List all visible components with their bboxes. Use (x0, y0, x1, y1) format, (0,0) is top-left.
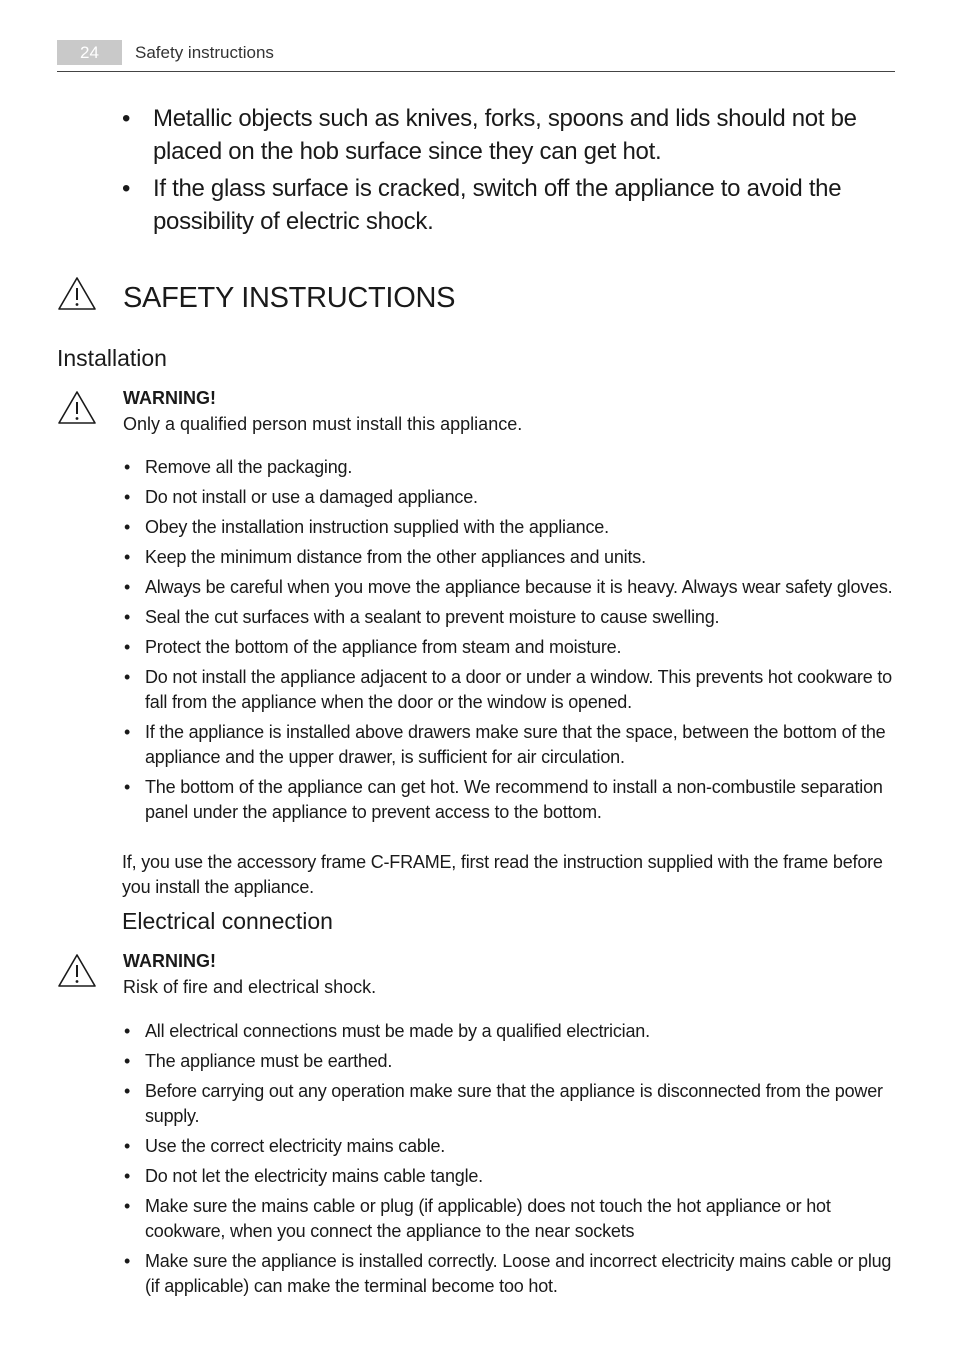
list-item: • If the glass surface is cracked, switch off the appliance to avoid the possibility of electric shock. (122, 172, 894, 238)
warning-triangle-icon (57, 390, 97, 426)
installation-title: Installation (57, 345, 167, 371)
bullet-icon: • (124, 722, 131, 742)
installation-warning (57, 386, 895, 438)
list-item: • The bottom of the appliance can get hot. We recommend to install a non-combustile separation panel under the appliance to prevent access to the bottom. (124, 777, 883, 822)
installation-note: If, you use the accessory frame C-FRAME, first read the instruction supplied with the frame before you install the appliance. (122, 852, 883, 897)
electrical-warning (57, 949, 895, 1001)
bullet-icon: • (124, 1051, 131, 1071)
list-item: • Metallic objects such as knives, forks, spoons and lids should not be placed on the hob surface since they can get hot. (122, 102, 894, 168)
intro-bullet-list (122, 102, 894, 242)
bullet-icon: • (124, 487, 131, 507)
bullet-icon: • (124, 1021, 131, 1041)
bullet-icon: • (124, 547, 131, 567)
list-item: • All electrical connections must be made by a qualified electrician. (122, 1019, 894, 1044)
bullet-icon: • (124, 1166, 131, 1186)
list-item: • Protect the bottom of the appliance from steam and moisture. (122, 635, 894, 660)
warning-text: Only a qualified person must install this appliance. (123, 414, 523, 434)
bullet-icon: • (124, 517, 131, 537)
list-item: • Make sure the mains cable or plug (if applicable) does not touch the hot appliance or hot cookware, when you connect the appliance to the near sockets (124, 1196, 831, 1241)
bullet-icon: • (124, 637, 131, 657)
bullet-icon: • (124, 607, 131, 627)
warning-triangle-icon (57, 276, 97, 312)
list-item: • Obey the installation instruction supplied with the appliance. (122, 515, 894, 540)
list-item: • Do not install the appliance adjacent to a door or under a window. This prevents hot cookware to fall from the appliance when the door or the window is opened. (124, 667, 892, 712)
page-header (57, 40, 895, 72)
bullet-icon: • (124, 1136, 131, 1156)
list-item: • Remove all the packaging. (122, 455, 894, 480)
list-item: • Do not install or use a damaged appliance. (122, 485, 894, 510)
list-item: • Do not let the electricity mains cable tangle. (122, 1164, 894, 1189)
list-item: • If the appliance is installed above drawers make sure that the space, between the bottom of the appliance and the upper drawer, is sufficient for air circulation. (124, 722, 886, 767)
list-item: • Make sure the appliance is installed correctly. Loose and incorrect electricity mains cable or plug (if applicable) can make the terminal become too hot. (124, 1251, 892, 1296)
warning-label: WARNING! (123, 388, 216, 408)
list-item: • Seal the cut surfaces with a sealant to prevent moisture to cause swelling. (122, 605, 894, 630)
bullet-icon: • (124, 457, 131, 477)
list-item: • Use the correct electricity mains cable. (122, 1134, 894, 1159)
list-item: • Before carrying out any operation make sure that the appliance is disconnected from the power supply. (124, 1081, 883, 1126)
installation-list (122, 455, 894, 830)
electrical-list (122, 1019, 894, 1304)
warning-label: WARNING! (123, 951, 216, 971)
bullet-icon: • (124, 1081, 131, 1101)
bullet-icon: • (122, 105, 131, 132)
warning-text: Risk of fire and electrical shock. (123, 977, 377, 997)
bullet-icon: • (124, 577, 131, 597)
bullet-icon: • (124, 1251, 131, 1271)
electrical-title: Electrical connection (122, 908, 333, 934)
bullet-icon: • (124, 1196, 131, 1216)
list-item: • The appliance must be earthed. (122, 1049, 894, 1074)
section-heading (57, 276, 895, 320)
bullet-icon: • (122, 175, 131, 202)
page-number: 24 (57, 40, 122, 65)
bullet-icon: • (124, 667, 131, 687)
list-item: • Keep the minimum distance from the other appliances and units. (122, 545, 894, 570)
warning-triangle-icon (57, 953, 97, 989)
section-title: SAFETY INSTRUCTIONS (123, 282, 456, 314)
list-item: • Always be careful when you move the appliance because it is heavy. Always wear safety gloves. (122, 575, 894, 600)
header-title: Safety instructions (135, 43, 274, 62)
bullet-icon: • (124, 777, 131, 797)
